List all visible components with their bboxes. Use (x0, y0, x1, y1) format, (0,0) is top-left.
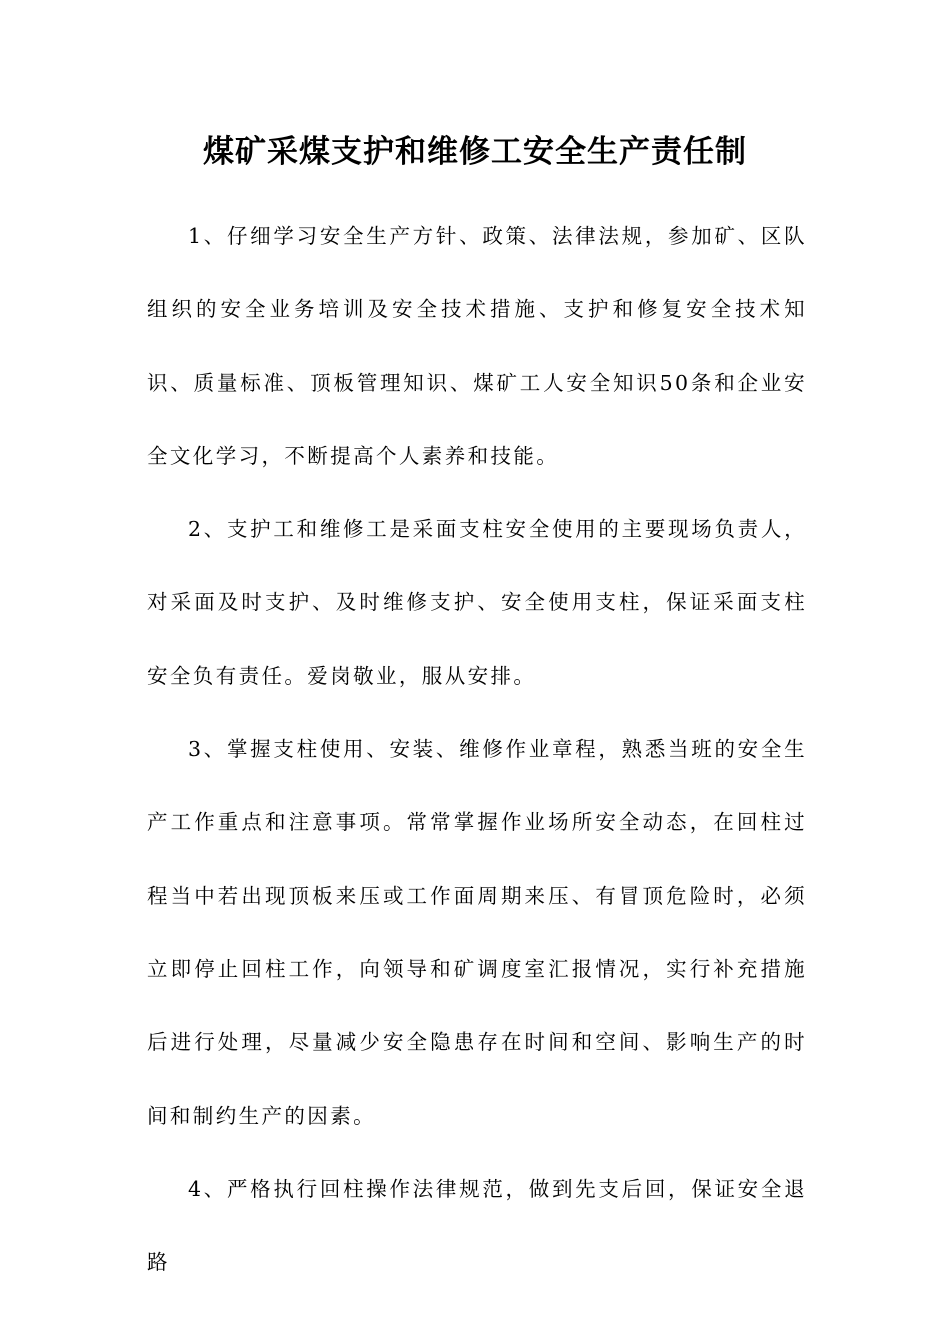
paragraph-2: 2、支护工和维修工是采面支柱安全使用的主要现场负责人，对采面及时支护、及时维修支护、安全使用支柱，保证采面支柱安全负有责任。爱岗敬业，服从安排。 (147, 517, 807, 688)
paragraph-1: 1、仔细学习安全生产方针、政策、法律法规，参加矿、区队组织的安全业务培训及安全技术措施、支护和修复安全技术知识、质量标准、顶板管理知识、煤矿工人安全知识50条和企业安全文化学习，不断提高个人素养和技能。 (147, 224, 807, 468)
document-body (147, 200, 807, 1299)
paragraph-4: 4、严格执行回柱操作法律规范，做到先支后回，保证安全退路 (147, 1176, 807, 1275)
paragraph-3: 3、掌握支柱使用、安装、维修作业章程，熟悉当班的安全生产工作重点和注意事项。常常掌握作业场所安全动态，在回柱过程当中若出现顶板来压或工作面周期来压、有冒顶危险时，必须立即停止回柱工作，向领导和矿调度室汇报情况，实行补充措施后进行处理，尽量减少安全隐患存在时间和空间、影响生产的时间和制约生产的因素。 (147, 737, 807, 1128)
document-title: 煤矿采煤支护和维修工安全生产责任制 (203, 134, 747, 170)
